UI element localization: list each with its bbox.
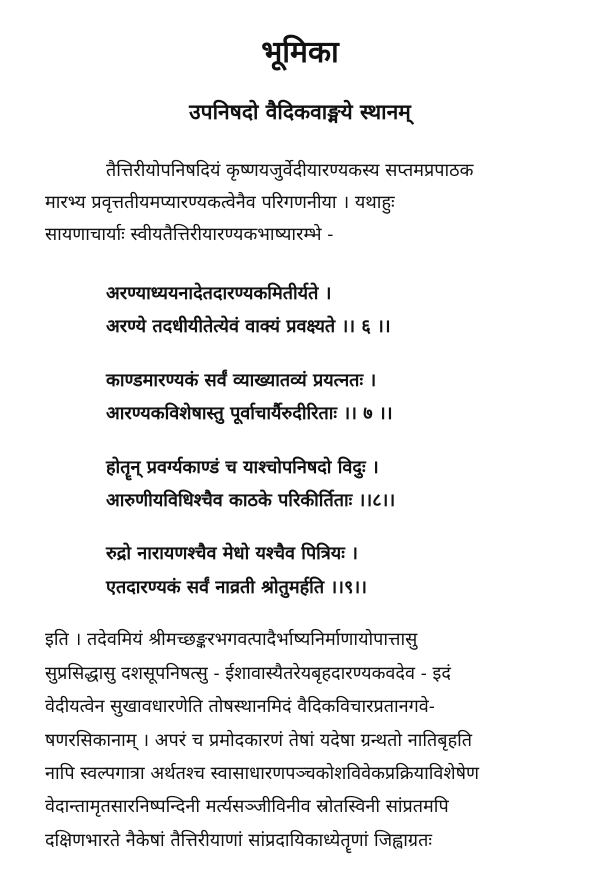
verse-line: रुद्रो नारायणश्चैव मेधो यश्चैव पित्रियः । [106, 543, 358, 564]
body-line: इति । तदेवमियं श्रीमच्छङ्करभगवत्पादैर्भाष्यनिर्माणायोपात्तासु [45, 629, 418, 650]
intro-line: सायणाचार्याः स्वीयतैत्तिरीयारण्यकभाष्यारम्भे - [45, 224, 334, 245]
verse-line: अरण्याध्ययनादेतदारण्यकमितीर्यते । [106, 283, 332, 304]
verse-line: होतॄन् प्रवर्ग्यकाण्डं च याश्चोपनिषदो विदुः । [106, 457, 379, 478]
verse-line: एतदारण्यकं सर्वं नाव्रती श्रोतुमर्हति ।।९।। [106, 577, 367, 598]
section-subtitle: उपनिषदो वैदिकवाङ्मये स्थानम् [189, 100, 411, 124]
body-line: नापि स्वल्पगात्रा अर्थतश्च स्वासाधारणपञ्चकोशविवेकप्रक्रियाविशेषेण [45, 763, 480, 784]
intro-line: तैत्तिरीयोपनिषदियं कृष्णयजुर्वेदीयारण्यकस्य सप्तमप्रपाठक [106, 160, 474, 181]
verse-line: आरण्यकविशेषास्तु पूर्वाचार्यैरुदीरिताः ।। ७ ।। [106, 403, 393, 424]
verse-line: अरण्ये तदधीयीतेत्येवं वाक्यं प्रवक्ष्यते ।। ६ ।। [106, 316, 391, 337]
intro-line: मारभ्य प्रवृत्ततीयमप्यारण्यकत्वेनैव परिगणनीया । यथाहुः [45, 192, 395, 213]
verse-line: आरुणीयविधिश्चैव काठके परिकीर्तिताः ।।८।। [106, 490, 396, 511]
body-line: दक्षिणभारते नैकेषां तैत्तिरीयाणां सांप्रदायिकाध्येतॄणां जिह्वाग्रतः [45, 830, 432, 851]
body-line: सुप्रसिद्धासु दशसूपनिषत्सु - ईशावास्यैतरेयबृहदारण्यकवदेव - इदं [45, 663, 451, 684]
body-line: वेदान्तामृतसारनिष्पन्दिनी मर्त्यसञ्जीविनीव स्रोतस्विनी सांप्रतमपि [45, 796, 449, 817]
verse-line: काण्डमारण्यकं सर्वं व्याख्यातव्यं प्रयत्नतः । [106, 370, 377, 391]
body-line: वेदीयत्वेन सुखावधारणेति तोषस्थानमिदं वैदिकविचारप्रतानगवे- [45, 696, 435, 717]
body-line: षणरसिकानाम् । अपरं च प्रमोदकारणं तेषां यदेषा ग्रन्थतो नातिबृहति [45, 730, 473, 751]
page-title: भूमिका [261, 35, 339, 70]
